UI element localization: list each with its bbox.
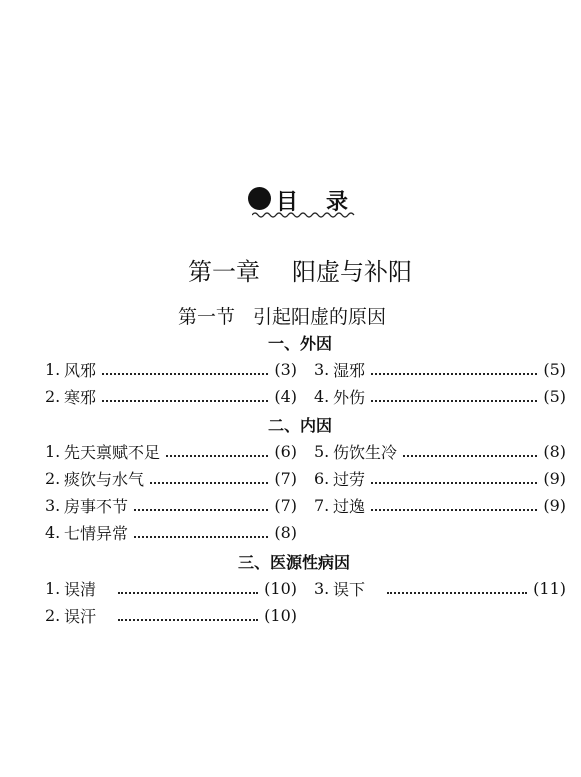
entry-page: (10) [264, 605, 297, 625]
entry-label: 误汗 [64, 606, 97, 626]
subsection-heading: 三、医源性病因 [238, 553, 351, 572]
entry-number: 7. [314, 495, 330, 515]
entry-number: 2. [45, 605, 61, 625]
subsection-heading: 一、外因 [268, 334, 333, 353]
entry-label: 误下 [333, 579, 366, 599]
toc-entry[interactable] [45, 467, 297, 489]
entry-number: 4. [314, 386, 330, 406]
entry-number: 3. [45, 495, 61, 515]
entry-number: 1. [45, 359, 61, 379]
dot-leader [150, 476, 268, 484]
toc-entry[interactable] [314, 385, 566, 407]
entry-page: (7) [274, 495, 297, 515]
entry-number: 3. [314, 359, 330, 379]
entry-page: (8) [543, 441, 566, 461]
dot-leader [118, 586, 258, 594]
bullet-dot-icon [248, 187, 271, 210]
chapter-label: 第一章 [188, 258, 260, 286]
dot-leader [387, 586, 527, 594]
subsection-heading: 二、内因 [268, 416, 333, 435]
toc-entry[interactable] [45, 521, 297, 543]
dot-leader [371, 503, 537, 511]
entry-label: 伤饮生冷 [333, 442, 398, 462]
entry-page: (11) [533, 578, 566, 598]
entry-number: 2. [45, 386, 61, 406]
entry-page: (9) [543, 495, 566, 515]
entry-number: 4. [45, 522, 61, 542]
toc-entry[interactable] [45, 577, 297, 599]
toc-entry[interactable] [45, 440, 297, 462]
entry-page: (5) [543, 386, 566, 406]
toc-entry[interactable] [314, 577, 566, 599]
entry-label: 寒邪 [64, 387, 97, 407]
entry-number: 3. [314, 578, 330, 598]
toc-entry[interactable] [45, 604, 297, 626]
dot-leader [134, 530, 268, 538]
chapter-title: 阳虚与补阳 [292, 258, 412, 286]
dot-leader [371, 394, 537, 402]
entry-number: 1. [45, 441, 61, 461]
section-title: 引起阳虚的原因 [253, 306, 387, 328]
toc-entry[interactable] [45, 494, 297, 516]
page-title: 目录 [276, 190, 377, 215]
section-label: 第一节 [178, 306, 236, 328]
entry-number: 5. [314, 441, 330, 461]
toc-entry[interactable] [45, 385, 297, 407]
entry-page: (5) [543, 359, 566, 379]
entry-page: (3) [274, 359, 297, 379]
entry-label: 过劳 [333, 469, 366, 489]
toc-entry[interactable] [45, 358, 297, 380]
toc-entry[interactable] [314, 494, 566, 516]
entry-number: 1. [45, 578, 61, 598]
section-heading [178, 302, 386, 329]
entry-page: (10) [264, 578, 297, 598]
dot-leader [102, 367, 268, 375]
entry-page: (8) [274, 522, 297, 542]
dot-leader [166, 449, 268, 457]
entry-page: (7) [274, 468, 297, 488]
toc-entry[interactable] [314, 440, 566, 462]
toc-entry[interactable] [314, 467, 566, 489]
entry-page: (6) [274, 441, 297, 461]
toc-entry[interactable] [314, 358, 566, 380]
dot-leader [403, 449, 537, 457]
wave-underline-icon [252, 210, 356, 220]
entry-number: 6. [314, 468, 330, 488]
entry-label: 风邪 [64, 360, 97, 380]
dot-leader [118, 613, 258, 621]
entry-label: 房事不节 [64, 496, 129, 516]
entry-page: (9) [543, 468, 566, 488]
entry-number: 2. [45, 468, 61, 488]
entry-label: 痰饮与水气 [64, 469, 145, 489]
entry-label: 误清 [64, 579, 97, 599]
entry-label: 先天禀赋不足 [64, 442, 161, 462]
dot-leader [134, 503, 268, 511]
entry-label: 外伤 [333, 387, 366, 407]
dot-leader [371, 476, 537, 484]
chapter-heading [188, 252, 412, 287]
entry-label: 七情异常 [64, 523, 129, 543]
entry-label: 湿邪 [333, 360, 366, 380]
dot-leader [102, 394, 268, 402]
entry-page: (4) [274, 386, 297, 406]
dot-leader [371, 367, 537, 375]
entry-label: 过逸 [333, 496, 366, 516]
